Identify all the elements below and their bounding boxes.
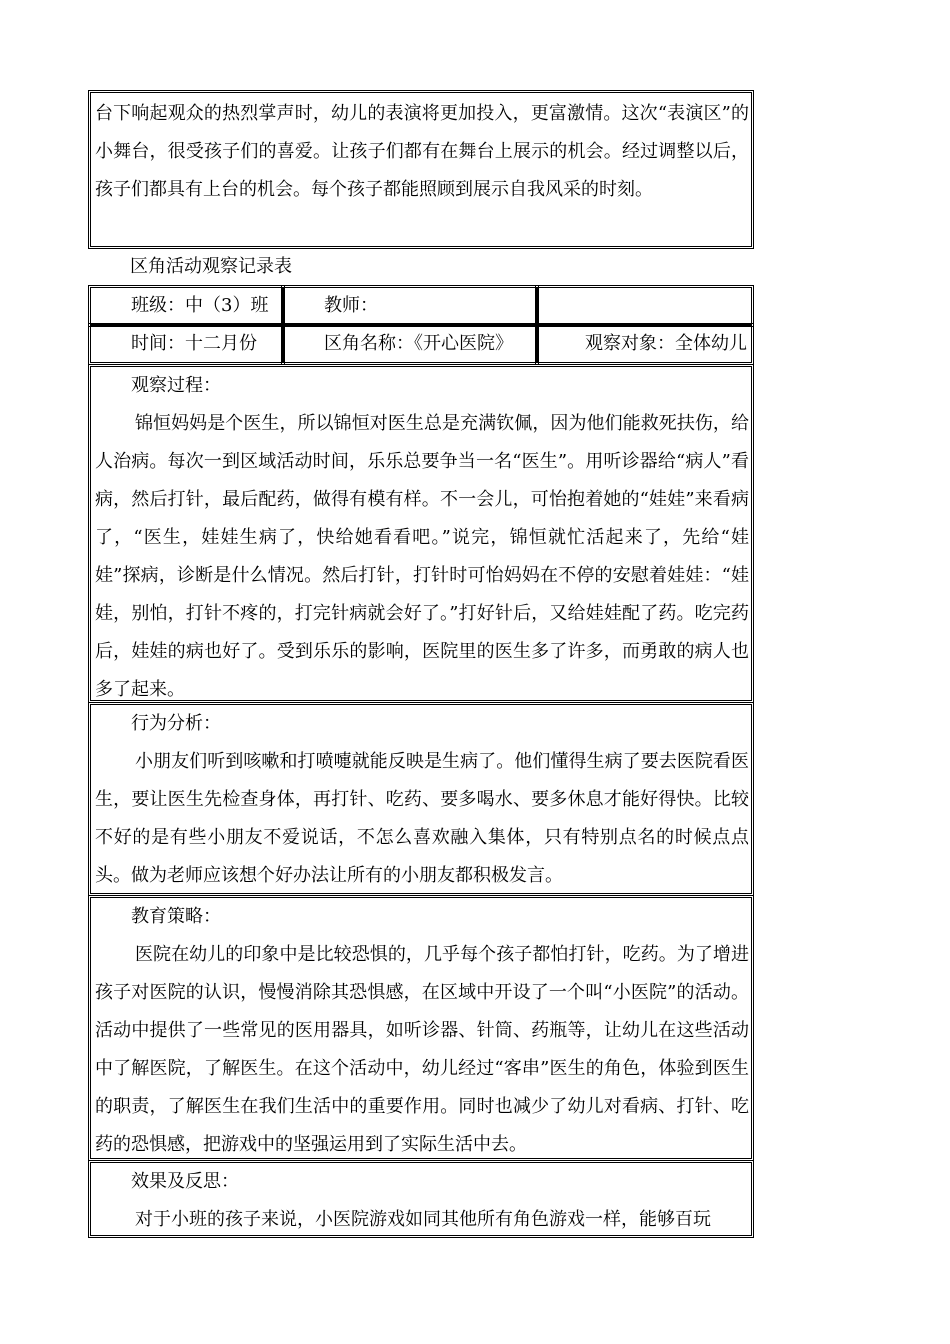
target-cell: 观察对象：全体幼儿 [537,325,752,363]
observation-text: 锦恒妈妈是个医生，所以锦恒对医生总是充满钦佩，因为他们能救死扶伤，给人治病。每次一到区域活动时间，乐乐总要争当一名“医生”。用听诊器给“病人”看病，然后打针，最后配药，做得有模有样。不一会儿，可怡抱着她的“娃娃”来看病了，“医生，娃娃生病了，快给她看看吧。”说完，锦恒就忙活起来了，先给“娃娃”探病，诊断是什么情况。然后打针，打针时可怡妈妈在不停的安慰着娃娃：“娃娃，别怕，打针不疼的，打完针病就会好了。”打好针后，又给娃娃配了药。吃完药后，娃娃的病也好了。受到乐乐的影响，医院里的医生多了许多，而勇敢的病人也多了起来。 [95,413,749,700]
time-cell: 时间：十二月份 [90,325,283,363]
analysis-text: 小朋友们听到咳嗽和打喷嚏就能反映是生病了。他们懂得生病了要去医院看医生，要让医生先检查身体，再打针、吃药、要多喝水、要多休息才能好得快。比较不好的是有些小朋友不爱说话，不怎么喜欢融入集体，只有特别点名的时候点点头。做为老师应该想个好办法让所有的小朋友都积极发言。 [95,751,749,886]
reflection-text: 对于小班的孩子来说，小医院游戏如同其他所有角色游戏一样，能够百玩 [135,1209,711,1230]
area-cell: 区角名称：《开心医院》 [283,325,537,363]
teacher-cell: 教师： [283,287,537,325]
strategy-text: 医院在幼儿的印象中是比较恐惧的，几乎每个孩子都怕打针，吃药。为了增进孩子对医院的认识，慢慢消除其恐惧感，在区域中开设了一个叫“小医院”的活动。活动中提供了一些常见的医用器具，如听诊器、针筒、药瓶等，让幼儿在这些活动中了解医院，了解医生。在这个活动中，幼儿经过“客串”医生的角色，体验到医生的职责，了解医生在我们生活中的重要作用。同时也减少了幼儿对看病、打针、吃药的恐惧感，把游戏中的坚强运用到了实际生活中去。 [95,944,749,1155]
info-row-1 [90,287,752,325]
strategy-section [90,897,752,1159]
intro-text: 台下响起观众的热烈掌声时，幼儿的表演将更加投入，更富激情。这次“表演区”的小舞台，很受孩子们的喜爱。让孩子们都有在舞台上展示的机会。经过调整以后，孩子们都具有上台的机会。每个孩子都能照顾到展示自我风采的时刻。 [95,103,749,200]
blank-cell [537,287,752,325]
document-page [90,92,752,1236]
info-table [90,287,752,363]
intro-box [90,92,752,247]
analysis-section [90,704,752,894]
reflection-section [90,1162,752,1236]
observation-section [90,366,752,701]
form-title: 区角活动观察记录表 [130,256,292,277]
info-row-2 [90,325,752,363]
class-cell: 班级：中（3）班 [90,287,283,325]
strategy-heading: 教育策略： [131,906,221,927]
observation-heading: 观察过程： [131,375,221,396]
reflection-heading: 效果及反思： [131,1171,239,1192]
analysis-heading: 行为分析： [131,713,221,734]
